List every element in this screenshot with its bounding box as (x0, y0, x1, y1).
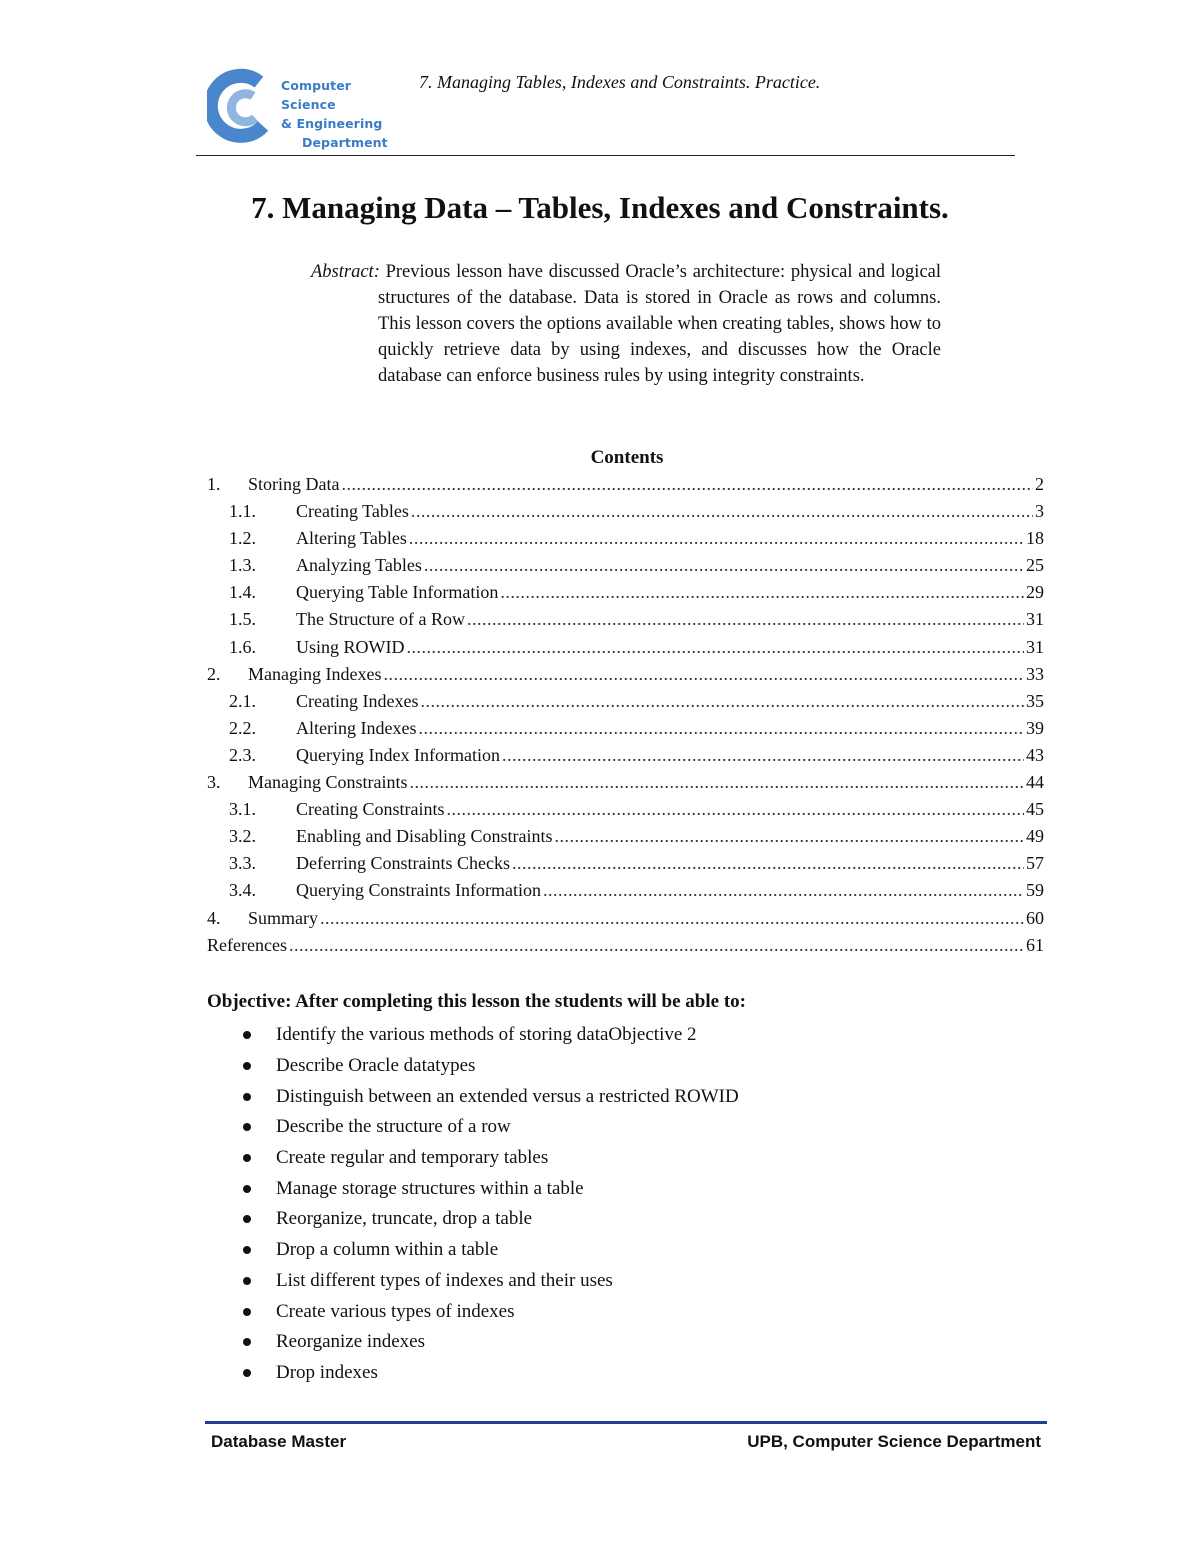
bullet-icon (243, 1215, 251, 1223)
objective-item-text: Describe the structure of a row (276, 1116, 511, 1138)
toc-entry-number: 1.6. (229, 636, 256, 657)
toc-entry[interactable] (207, 745, 1044, 772)
toc-entry-number: 4. (207, 907, 221, 928)
header-divider (196, 155, 1015, 156)
objective-item-text: Distinguish between an extended versus a restricted ROWID (276, 1085, 739, 1107)
footer-course: Database Master (211, 1432, 347, 1451)
toc-entry-number: 3. (207, 772, 221, 793)
toc-entry-page: 59 (1026, 880, 1044, 901)
toc-entry-number: 3.1. (229, 799, 256, 820)
toc-entry-label: Querying Table Information (296, 582, 499, 603)
bullet-icon (243, 1031, 251, 1039)
toc-entry-page: 2 (1035, 474, 1044, 494)
abstract-label: Abstract: (311, 262, 380, 282)
toc-entry[interactable] (207, 474, 1044, 501)
objective-item-text: Create various types of indexes (276, 1300, 515, 1322)
objective-list (240, 1020, 739, 1388)
toc-entry-number: 1.1. (229, 501, 256, 522)
toc-entry-label: Storing Data (248, 474, 340, 494)
objective-item-text: Drop indexes (276, 1361, 378, 1383)
toc-leader-dots (500, 582, 1024, 603)
toc-entry-page: 43 (1026, 744, 1044, 765)
abstract-text: Previous lesson have discussed Oracle’s architecture: physical and logical structures of the database. Data is stored in Oracle as rows and columns. This lesson covers the options available when creating tables, shows how to quickly retrieve data by using indexes, and discusses how the Oracle database can enforce business rules by using integrity constraints. (378, 262, 942, 386)
toc-entry[interactable] (207, 799, 1044, 826)
toc-entry-label: Analyzing Tables (296, 555, 422, 576)
logo-swirl-icon (207, 66, 277, 154)
toc-leader-dots (342, 474, 1034, 495)
toc-leader-dots (543, 880, 1024, 901)
bullet-icon (243, 1277, 251, 1285)
objective-item (240, 1143, 739, 1174)
toc-entry-label: Creating Constraints (296, 799, 445, 820)
objective-item-text: Drop a column within a table (276, 1239, 499, 1261)
toc-entry[interactable] (207, 908, 1044, 935)
toc-leader-dots (420, 691, 1024, 712)
toc-entry-number: 3.3. (229, 853, 256, 874)
bullet-icon (243, 1369, 251, 1377)
toc-entry-label: Querying Index Information (296, 744, 500, 765)
toc-entry-label: Querying Constraints Information (296, 880, 541, 901)
toc-entry[interactable] (207, 664, 1044, 691)
toc-entry-label: Altering Tables (296, 528, 407, 549)
toc-leader-dots (512, 853, 1024, 874)
toc-leader-dots (320, 908, 1024, 929)
toc-entry[interactable] (207, 826, 1044, 853)
objective-heading: Objective: After completing this lesson the students will be able to: (207, 991, 746, 1012)
toc-entry-page: 49 (1026, 826, 1044, 847)
toc-entry-label: Deferring Constraints Checks (296, 853, 510, 874)
toc-entry-label: Creating Tables (296, 501, 409, 522)
toc-entry-page: 39 (1026, 717, 1044, 738)
toc-entry-label: Using ROWID (296, 636, 405, 657)
objective-item (240, 1081, 739, 1112)
toc-entry[interactable] (207, 637, 1044, 664)
toc-leader-dots (424, 555, 1024, 576)
objective-item (240, 1204, 739, 1235)
toc-entry-page: 44 (1026, 772, 1044, 793)
department-logo (207, 66, 407, 154)
toc-entry-page: 29 (1026, 582, 1044, 603)
toc-entry[interactable] (207, 528, 1044, 555)
objective-item (240, 1112, 739, 1143)
objective-item (240, 1296, 739, 1327)
bullet-icon (243, 1308, 251, 1316)
toc-entry-number: 2.3. (229, 744, 256, 765)
toc-entry-page: 3 (1035, 501, 1044, 522)
logo-line-1: Computer Science (281, 78, 352, 112)
toc-leader-dots (446, 799, 1024, 820)
toc-entry-number: 1.2. (229, 528, 256, 549)
toc-entry[interactable] (207, 718, 1044, 745)
objective-item (240, 1020, 739, 1051)
bullet-icon (243, 1123, 251, 1131)
toc-leader-dots (409, 528, 1024, 549)
toc-leader-dots (554, 826, 1024, 847)
toc-entry-label: Creating Indexes (296, 690, 419, 711)
objective-item-text: Describe Oracle datatypes (276, 1055, 476, 1077)
toc-entry[interactable] (207, 555, 1044, 582)
toc-leader-dots (418, 718, 1024, 739)
objective-item-text: Create regular and temporary tables (276, 1147, 549, 1169)
toc-entry[interactable] (207, 935, 1044, 962)
objective-item (240, 1051, 739, 1082)
toc-entry[interactable] (207, 582, 1044, 609)
toc-entry-number: 2.2. (229, 717, 256, 738)
toc-entry[interactable] (207, 880, 1044, 907)
toc-leader-dots (467, 609, 1024, 630)
toc-leader-dots (502, 745, 1024, 766)
toc-entry-label: Altering Indexes (296, 717, 417, 738)
table-of-contents (207, 474, 1044, 962)
bullet-icon (243, 1154, 251, 1162)
toc-leader-dots (410, 772, 1025, 793)
bullet-icon (243, 1338, 251, 1346)
toc-entry[interactable] (207, 853, 1044, 880)
toc-entry-number: 3.2. (229, 826, 256, 847)
contents-heading: Contents (590, 447, 664, 468)
toc-entry[interactable] (207, 772, 1044, 799)
toc-entry[interactable] (207, 501, 1044, 528)
document-title: 7. Managing Data – Tables, Indexes and Constraints. (251, 190, 949, 225)
logo-line-3: Department (302, 135, 388, 150)
objective-item-text: Identify the various methods of storing dataObjective 2 (276, 1024, 697, 1046)
toc-entry-number: 1.5. (229, 609, 256, 630)
toc-entry-page: 31 (1026, 609, 1044, 630)
toc-entry-page: 18 (1026, 528, 1044, 549)
footer-divider (205, 1421, 1047, 1424)
toc-entry-number: 2. (207, 663, 221, 684)
toc-leader-dots (411, 501, 1033, 522)
toc-entry-label: Managing Constraints (248, 772, 408, 793)
toc-entry-number: 1.3. (229, 555, 256, 576)
toc-entry[interactable] (207, 609, 1044, 636)
toc-entry-page: 31 (1026, 636, 1044, 657)
objective-item (240, 1266, 739, 1297)
bullet-icon (243, 1185, 251, 1193)
toc-entry-label: The Structure of a Row (296, 609, 465, 630)
toc-entry-page: 57 (1026, 853, 1044, 874)
toc-entry-page: 61 (1026, 934, 1044, 955)
toc-entry-number: 2.1. (229, 690, 256, 711)
objective-item-text: Manage storage structures within a table (276, 1177, 584, 1199)
objective-item (240, 1358, 739, 1389)
toc-entry-page: 25 (1026, 555, 1044, 576)
toc-entry-label: Managing Indexes (248, 663, 382, 684)
bullet-icon (243, 1062, 251, 1070)
objective-item (240, 1235, 739, 1266)
objective-item-text: Reorganize, truncate, drop a table (276, 1208, 533, 1230)
toc-leader-dots (407, 637, 1025, 658)
footer-department: UPB, Computer Science Department (747, 1432, 1041, 1451)
objective-item-text: Reorganize indexes (276, 1331, 425, 1353)
toc-entry-label: Enabling and Disabling Constraints (296, 826, 553, 847)
objective-item-text: List different types of indexes and their uses (276, 1269, 613, 1291)
toc-leader-dots (383, 664, 1024, 685)
toc-entry-number: 1.4. (229, 582, 256, 603)
toc-entry-label: Summary (248, 907, 318, 928)
bullet-icon (243, 1093, 251, 1101)
toc-entry-number: 3.4. (229, 880, 256, 901)
running-header-title: 7. Managing Tables, Indexes and Constraints. Practice. (419, 72, 821, 92)
toc-entry[interactable] (207, 691, 1044, 718)
abstract (311, 259, 941, 389)
logo-line-2: & Engineering (281, 116, 383, 131)
objective-item (240, 1173, 739, 1204)
toc-entry-label: References (207, 934, 287, 955)
toc-leader-dots (289, 935, 1024, 956)
toc-entry-page: 60 (1026, 907, 1044, 928)
toc-entry-page: 33 (1026, 663, 1044, 684)
toc-entry-page: 45 (1026, 799, 1044, 820)
objective-item (240, 1327, 739, 1358)
toc-entry-number: 1. (207, 474, 221, 494)
bullet-icon (243, 1246, 251, 1254)
toc-entry-page: 35 (1026, 690, 1044, 711)
